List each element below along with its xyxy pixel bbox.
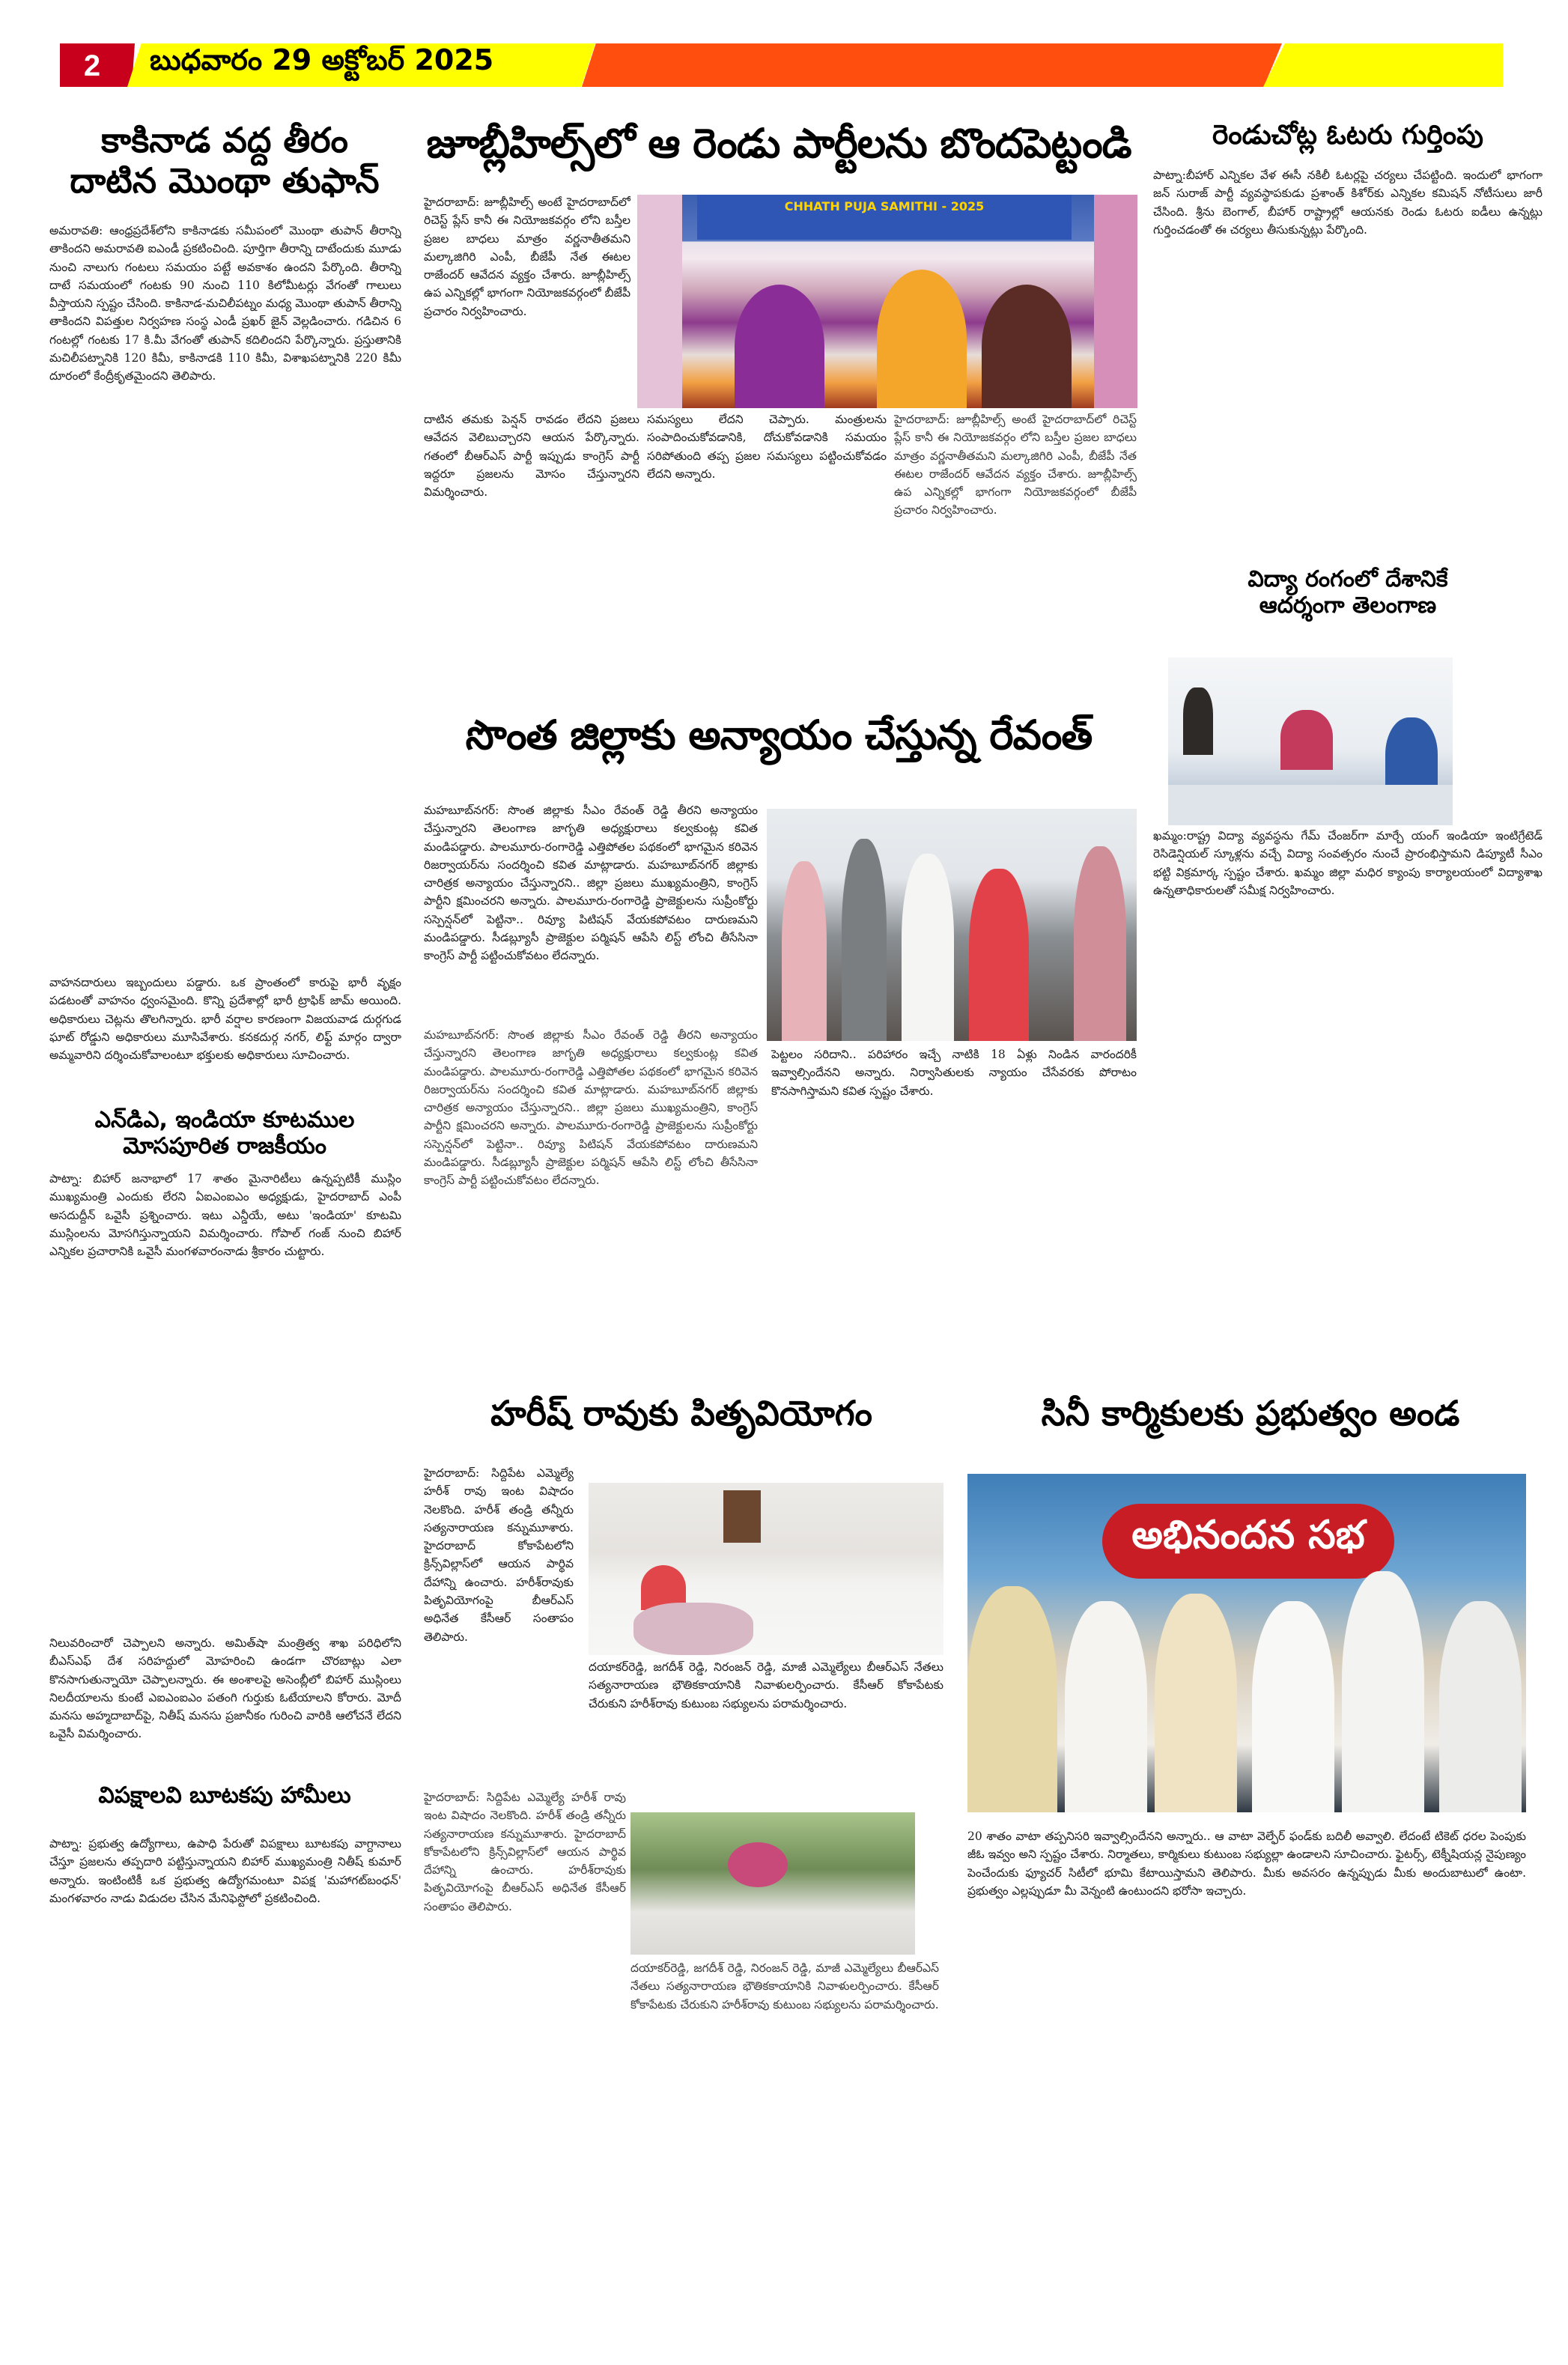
article-jubilee-body-2: [424, 410, 639, 635]
photo-cine-person-2: [1065, 1601, 1147, 1812]
photo-revanth-person-4: [1074, 846, 1126, 1041]
photo-jubilee-banner-text: CHHATH PUJA SAMITHI - 2025: [784, 199, 985, 213]
article-nda-text-end: నిలువరించారో చెప్పాలని అన్నారు. అమిత్‌షా మంత్రిత్వ శాఖ పరిధిలోని బీఎస్ఎఫ్ దేశ సరిహద్దులో మోహరించి ఉండగా చొరబాట్లు ఎలా కొనసాగుతున్నాయో చెప్పాలన్నారు. ఈ అంశాలపై అసెంబ్లీలో బిహార్ ముస్లింలు నిలదీయాలను కుంటే ఎఐఎంఐఎం పతంగి గుర్తుకు ఓటేయాలని కోరారు. మోదీ మనసు అహ్మదాబాద్‌పై, నితీష్ మనసు ప్రజానీకం గురించి వారికి ఆలోచనే లేదని ఒవైసీ విమర్శించారు.: [49, 1636, 401, 1741]
article-harish-text-3: హైదరాబాద్: సిద్దిపేట ఎమ్మెల్యే హరీశ్ రావు ఇంట విషాదం నెలకొంది. హరీశ్ తండ్రి తన్నీరు సత్యనారాయణ కన్నుమూశారు. హైదరాబాద్ కోకాపేటలోని క్రిన్స్‌విల్లాస్‌లో ఆయన పార్థివ దేహాన్ని ఉంచారు. హరీశ్‌రావుకు పితృవియోగంపై బీఆర్ఎస్ అధినేత కేసీఆర్ సంతాపం తెలిపారు.: [424, 1791, 626, 1913]
article-jubilee-body-3: [647, 410, 887, 635]
photo-revanth-person-2: [842, 839, 887, 1041]
photo-revanth-person-kavitha: [969, 869, 1029, 1041]
headline-cyclone-line1: కాకినాడ వద్ద తీరం: [101, 120, 348, 160]
headline-nda-line1: ఎన్‌డిఎ, ఇండియా కూటముల: [94, 1107, 355, 1133]
article-nda-text: పాట్నా: బిహార్ జనాభాలో 17 శాతం మైనారిటీలు ఉన్నప్పటికీ ముస్లిం ముఖ్యమంత్రి ఎందుకు లేరని ఏఐఎంఐఎం అధ్యక్షుడు, హైదరాబాద్ ఎంపీ అసదుద్దీన్ ఒవైసీ ప్రశ్నించారు. ఇటు ఎన్డీయే, అటు 'ఇండియా' కూటమి ముస్లింలను మోసగిస్తున్నాయని విమర్శించారు. గోపాల్ గంజ్ నుంచి బిహార్ ఎన్నికల ప్రచారానికి ఒవైసీ మంగళవారంనాడు శ్రీకారం చుట్టారు.: [49, 1172, 401, 1259]
article-double-voters-body: [1153, 166, 1543, 586]
article-cine-workers-body: [967, 1827, 1526, 2337]
photo-education-table: [1168, 785, 1453, 825]
photo-cine-person-revanth: [1252, 1601, 1334, 1812]
article-jubilee-body-4: [894, 410, 1137, 635]
article-harish-text-4: దయాకర్‌రెడ్డి, జగదీశ్ రెడ్డి, నిరంజన్ రెడ్డి, మాజీ ఎమ్మెల్యేలు బీఆర్ఎస్ నేతలు సత్యనారాయణ భౌతికకాయానికి నివాళులర్పించారు. కేసీఆర్ కోకాపేటకు చేరుకుని హరీశ్‌రావు కుటుంబ సభ్యులను పరామర్శించారు.: [630, 1961, 939, 2012]
headline-nda-line2: మోసపూరిత రాజకీయం: [123, 1133, 326, 1160]
article-double-voters-text: పాట్నా:బీహార్ ఎన్నికల వేళ ఈసీ నకిలీ ఓటర్లపై చర్యలు చేపట్టింది. ఇందులో భాగంగా జన్ సురాజ్ పార్టీ వ్యవస్థాపకుడు ప్రశాంత్ కిశోర్‌కు ఎన్నికల కమిషన్ నోటీసులు జారీ చేసింది. శ్రీను బెంగాల్, బీహార్ రాష్ట్రాల్లో ఆయనకు రెండు ఓటరు ఐడీలు ఉన్నట్లు గుర్తించడంతో ఈ చర్యలు తీసుకున్నట్లు పేర్కొంది.: [1153, 169, 1543, 237]
article-jubilee-text-4: హైదరాబాద్: జూబ్లీహిల్స్ అంటే హైదరాబాద్‌లో రిచెస్ట్ ప్లేస్ కానీ ఈ నియోజకవర్గం లోని బస్తీల ప్రజల బాధలు మాత్రం వర్ణనాతీతమని మల్కాజిగిరి ఎంపీ, బీజేపీ నేత ఈటల రాజేందర్ ఆవేదన వ్యక్తం చేశారు. జూబ్లీహిల్స్ ఉప ఎన్నికల్లో భాగంగా నియోజకవర్గంలో బీజేపీ ప్రచారం నిర్వహించారు.: [894, 413, 1137, 517]
photo-cine-banner-text: అభినందన సభ: [1131, 1513, 1365, 1558]
photo-revanth-person-1: [782, 861, 827, 1041]
photo-jubilee-right-drape: [1094, 195, 1137, 408]
article-harish-body-4: [630, 1959, 939, 2334]
photo-revanth-visit: [767, 809, 1137, 1041]
headline-revanth: సొంత జిల్లాకు అన్యాయం చేస్తున్న రేవంత్: [465, 711, 1093, 759]
article-revanth-body: [424, 801, 758, 1026]
article-harish-body-2: [589, 1658, 943, 1785]
article-nda-ending: [49, 1634, 401, 1769]
headline-cine-workers: సినీ కార్మికులకు ప్రభుత్వం అండ: [1041, 1393, 1460, 1433]
photo-harish-flowers: [633, 1603, 753, 1655]
article-harish-text-2: దయాకర్‌రెడ్డి, జగదీశ్ రెడ్డి, నిరంజన్ రెడ్డి, మాజీ ఎమ్మెల్యేలు బీఆర్ఎస్ నేతలు సత్యనారాయణ భౌతికకాయానికి నివాళులర్పించారు. కేసీఆర్ కోకాపేటకు చేరుకుని హరీశ్‌రావు కుటుంబ సభ్యులను పరామర్శించారు.: [589, 1660, 943, 1710]
headline-harish: హరీష్ రావుకు పితృవియోగం: [490, 1393, 872, 1433]
photo-jubilee-person-orange: [877, 270, 967, 408]
headline-education: [1138, 566, 1558, 619]
headline-jubilee-hills: జూబ్లీహిల్స్‌లో ఆ రెండు పార్టీలను బొందపెట్టండి: [426, 120, 1131, 167]
article-revanth-body-2: [771, 1045, 1137, 1367]
page-number: 2: [83, 49, 101, 82]
masthead-orange-block: [582, 43, 1282, 87]
photo-cine-person-3: [1155, 1594, 1237, 1812]
article-revanth-text-cont: మహబూబ్‌నగర్: సొంత జిల్లాకు సీఎం రేవంత్ రెడ్డి తీరని అన్యాయం చేస్తున్నారని తెలంగాణ జాగృతి అధ్యక్షురాలు కల్వకుంట్ల కవిత మండిపడ్డారు. పాలమూరు-రంగారెడ్డి ఎత్తిపోతల పథకంలో భాగమైన కరివెన రిజర్వాయర్‌ను సందర్శించి కవిత మాట్లాడారు. మహబూబ్‌నగర్ జిల్లాకు చారిత్రక అన్యాయం చేస్తున్నారని.. జిల్లా ప్రజలు ముఖ్యమంత్రిని, కాంగ్రెస్ పార్టీని క్షమించరని అన్నారు. పాలమూరు-రంగారెడ్డి ప్రాజెక్టులను సుప్రీంకోర్టు సస్పెన్షన్‌లో పెట్టినా.. రివ్యూ పిటిషన్ వేయకపోవటం దారుణమని మండిపడ్డారు. సీడబ్ల్యూసీ ప్రాజెక్టుల పర్మిషన్ ఆపేసి లిస్ట్ లోంచి తీసేసినా కాంగ్రెస్ పార్టీ పట్టించుకోవటం లేదన్నారు.: [424, 1028, 758, 1188]
article-jubilee-text-2: దాటిన తమకు పెన్షన్ రావడం లేదని ప్రజలు ఆవేదన వెలిబుచ్చారని ఆయన పేర్కొన్నారు. గతంలో బీఆర్ఎస్ పార్టీ ఇప్పుడు కాంగ్రెస్ పార్టీ ఇద్దరూ ప్రజలను మోసం చేస్తున్నారని విమర్శించారు.: [424, 413, 639, 500]
article-opposition-text: పాట్నా: ప్రభుత్వ ఉద్యోగాలు, ఉపాధి పేరుతో విపక్షాలు బూటకపు వాగ్దానాలు చేస్తూ ప్రజలను తప్పదారి పట్టిస్తున్నాయని బిహార్ ముఖ్యమంత్రి నితీష్ కుమార్ అన్నారు. ఇంటింటికీ ఒక ప్రభుత్వ ఉద్యోగమంటూ విపక్ష 'మహాగట్‌బంధన్' మంగళవారం నాడు విడుదల చేసిన మేనిఫెస్టోలో ప్రకటించింది.: [49, 1837, 401, 1905]
photo-cine-person-1: [967, 1586, 1057, 1812]
article-cine-workers-text: 20 శాతం వాటా తప్పనిసరి ఇవ్వాల్సిందేనని అన్నారు.. ఆ వాటా వెల్ఫేర్ ఫండ్‌కు బదిలీ అవ్వాలి. లేదంటే టికెట్ ధరల పెంపుకు జీఓ ఇవ్వం అని స్పష్టం చేశారు. నిర్మాతలు, కార్మికులు కుటుంబ సభ్యుల్లా ఉండాలని సూచించారు. ఫైటర్స్, టెక్నీషియన్ల నైపుణ్యం పెంచేందుకు ఫ్యూచర్ సిటీలో భూమి కేటాయిస్తామని తెలిపారు. మీకు అవసరం ఉన్నప్పుడు మీకు అందుబాటులో ఉంటా. ప్రభుత్వం ఎల్లప్పుడూ మీ వెన్నంటి ఉంటుందని భరోసా ఇచ్చారు.: [967, 1830, 1526, 1898]
photo-jubilee-person-purple: [735, 285, 824, 408]
article-revanth-text-2: పెట్టలం సరిదాని.. పరిహారం ఇచ్చే నాటికి 18 ఏళ్లు నిండిన వారందరికీ ఇవ్వాల్సిందేనని అన్నారు. నిర్వాసితులకు న్యాయం చేసేవరకు పోరాటం కొనసాగిస్తామని కవిత స్పష్టం చేశారు.: [771, 1048, 1137, 1098]
photo-jubilee-person-saree: [982, 285, 1072, 408]
photo-harish-door: [723, 1490, 761, 1543]
headline-education-line1: విద్యా రంగంలో దేశానికే: [1248, 566, 1448, 592]
article-jubilee-text: హైదరాబాద్: జూబ్లీహిల్స్ అంటే హైదరాబాద్‌లో రిచెస్ట్ ప్లేస్ కానీ ఈ నియోజకవర్గం లోని బస్తీల ప్రజల బాధలు మాత్రం వర్ణనాతీతమని మల్కాజిగిరి ఎంపీ, బీజేపీ నేత ఈటల రాజేందర్ ఆవేదన వ్యక్తం చేశారు. జూబ్లీహిల్స్ ఉప ఎన్నికల్లో భాగంగా నియోజకవర్గంలో బీజేపీ ప్రచారం నిర్వహించారు.: [424, 195, 630, 318]
photo-education-person-2: [1280, 710, 1333, 770]
headline-double-voters: రెండుచోట్ల ఓటరు గుర్తింపు: [1212, 120, 1483, 151]
photo-cine-person-6: [1439, 1601, 1522, 1812]
article-education-body: [1153, 827, 1543, 1373]
headline-nda-india: [45, 1107, 404, 1160]
article-jubilee-text-3: సమస్యలు లేదని చెప్పారు. మంత్రులను సంపాదించుకోవడానికి, దోచుకోవడానికి సమయం సరిపోతుంది తప్ప ప్రజల సమస్యలు పట్టించుకోవడం లేదని అన్నారు.: [647, 413, 887, 481]
photo-jubilee-event: [637, 195, 1137, 408]
photo-cine-workers: [967, 1474, 1526, 1812]
article-harish-body: [424, 1464, 574, 1786]
headline-education-line2: ఆదర్శంగా తెలంగాణ: [1259, 592, 1437, 619]
photo-jubilee-left-drape: [637, 195, 682, 408]
headline-opposition: విపక్షాలవి బూటకపు హామీలు: [98, 1782, 351, 1809]
photo-harish-condolence: [589, 1483, 943, 1655]
photo-harish-wreath: [728, 1842, 788, 1887]
article-opposition-body: [49, 1835, 401, 2329]
photo-revanth-person-3: [902, 854, 954, 1041]
photo-harish-funeral: [630, 1812, 915, 1955]
masthead-yellow-end-block: [1263, 43, 1503, 87]
article-harish-text: హైదరాబాద్: సిద్దిపేట ఎమ్మెల్యే హరీశ్ రావు ఇంట విషాదం నెలకొంది. హరీశ్ తండ్రి తన్నీరు సత్యనారాయణ కన్నుమూశారు. హైదరాబాద్ కోకాపేటలోని క్రిన్స్‌విల్లాస్‌లో ఆయన పార్థివ దేహాన్ని ఉంచారు. హరీశ్‌రావుకు పితృవియోగంపై బీఆర్ఎస్ అధినేత కేసీఆర్ సంతాపం తెలిపారు.: [424, 1466, 574, 1644]
article-harish-body-3: [424, 1788, 626, 2328]
article-cyclone-text-end: వాహనదారులు ఇబ్బందులు పడ్డారు. ఒక ప్రాంతంలో కారుపై భారీ వృక్షం పడటంతో వాహనం ధ్వంసమైంది. కొన్ని ప్రదేశాల్లో భారీ ట్రాఫిక్ జామ్ అయింది. అధికారులు చెట్లను తొలగిన్నారు. భారీ వర్షాల కారణంగా విజయవాడ దుర్గగుడ ఘాట్ రోడ్డుని అధికారులు మూసివేశారు. కనకదుర్గ నగర్, లిఫ్ట్ మార్గం ద్వారా అమ్మవారిని దర్శించుకోవాలంటూ భక్తులకు అధికారులు సూచించారు.: [49, 976, 401, 1063]
article-revanth-text: మహబూబ్‌నగర్: సొంత జిల్లాకు సీఎం రేవంత్ రెడ్డి తీరని అన్యాయం చేస్తున్నారని తెలంగాణ జాగృతి అధ్యక్షురాలు కల్వకుంట్ల కవిత మండిపడ్డారు. పాలమూరు-రంగారెడ్డి ఎత్తిపోతల పథకంలో భాగమైన కరివెన రిజర్వాయర్‌ను సందర్శించి కవిత మాట్లాడారు. మహబూబ్‌నగర్ జిల్లాకు చారిత్రక అన్యాయం చేస్తున్నారని.. జిల్లా ప్రజలు ముఖ్యమంత్రిని, కాంగ్రెస్ పార్టీని క్షమించరని అన్నారు. పాలమూరు-రంగారెడ్డి ప్రాజెక్టులను సుప్రీంకోర్టు సస్పెన్షన్‌లో పెట్టినా.. రివ్యూ పిటిషన్ వేయకపోవటం దారుణమని మండిపడ్డారు. సీడబ్ల్యూసీ ప్రాజెక్టుల పర్మిషన్ ఆపేసి లిస్ట్ లోంచి తీసేసినా కాంగ్రెస్ పార్టీ పట్టించుకోవటం లేదన్నారు.: [424, 804, 758, 963]
article-nda-body: [49, 1170, 401, 1627]
date-line: బుధవారం 29 అక్టోబర్ 2025: [150, 43, 494, 76]
headline-cyclone-line2: దాటిన మొంథా తుఫాన్: [70, 160, 380, 201]
article-revanth-body-cont: [424, 1026, 758, 1363]
photo-cine-person-5: [1342, 1571, 1424, 1812]
article-cyclone-body: [49, 222, 401, 986]
photo-education-person-1: [1183, 687, 1213, 755]
article-cyclone-ending: [49, 974, 401, 1101]
photo-education-meeting: [1168, 658, 1453, 825]
article-cyclone-text: అమరావతి: ఆంధ్రప్రదేశ్‌లోని కాకినాడకు సమీపంలో మొంథా తుపాన్ తీరాన్ని తాకిందని అమరావతి ఐఎండీ ప్రకటించింది. పూర్తిగా తీరాన్ని దాటేందుకు మూడు నుంచి నాలుగు గంటలు సమయం పట్టే అవకాశం ఉందని పేర్కొంది. తీరాన్ని దాటే సమయంలో గంటకు 90 నుంచి 110 కిలోమీటర్లు వేగంతో గాలులు వీస్తాయని స్పష్టం చేసింది. కాకినాడ-మచిలీపట్నం మధ్య మొంథా తుపాన్ తీరాన్ని తాకిందని విపత్తుల నిర్వహణ సంస్థ ఎండీ ప్రఖర్ జైన్ వెల్లడించారు. గడిచిన 6 గంటల్లో గంటకు 17 కి.మీ వేగంతో తుపాన్ కదిలిందని పేర్కొన్నారు. ప్రస్తుతానికి మచిలీపట్నానికి 120 కిమీ, కాకినాడకి 110 కిమీ, విశాఖపట్నానికి 220 కిమీ దూరంలో కేంద్రీకృతమైందని తెలిపారు.: [49, 224, 401, 383]
article-education-text: ఖమ్మం:రాష్ట్ర విద్యా వ్యవస్థను గేమ్ చేంజర్‌గా మార్చే యంగ్ ఇండియా ఇంటిగ్రేటెడ్ రెసిడెన్షియల్ స్కూళ్లను వచ్చే విద్యా సంవత్సరం నుంచే ప్రారంభిస్తామని డిప్యూటీ సీఎం భట్టి విక్రమార్క స్పష్టం చేశారు. ఖమ్మం జిల్లా మధిర క్యాంపు కార్యాలయంలో విద్యాశాఖ ఉన్నతాధికారులతో సమీక్ష నిర్వహించారు.: [1153, 829, 1543, 897]
headline-cyclone: [45, 120, 404, 201]
